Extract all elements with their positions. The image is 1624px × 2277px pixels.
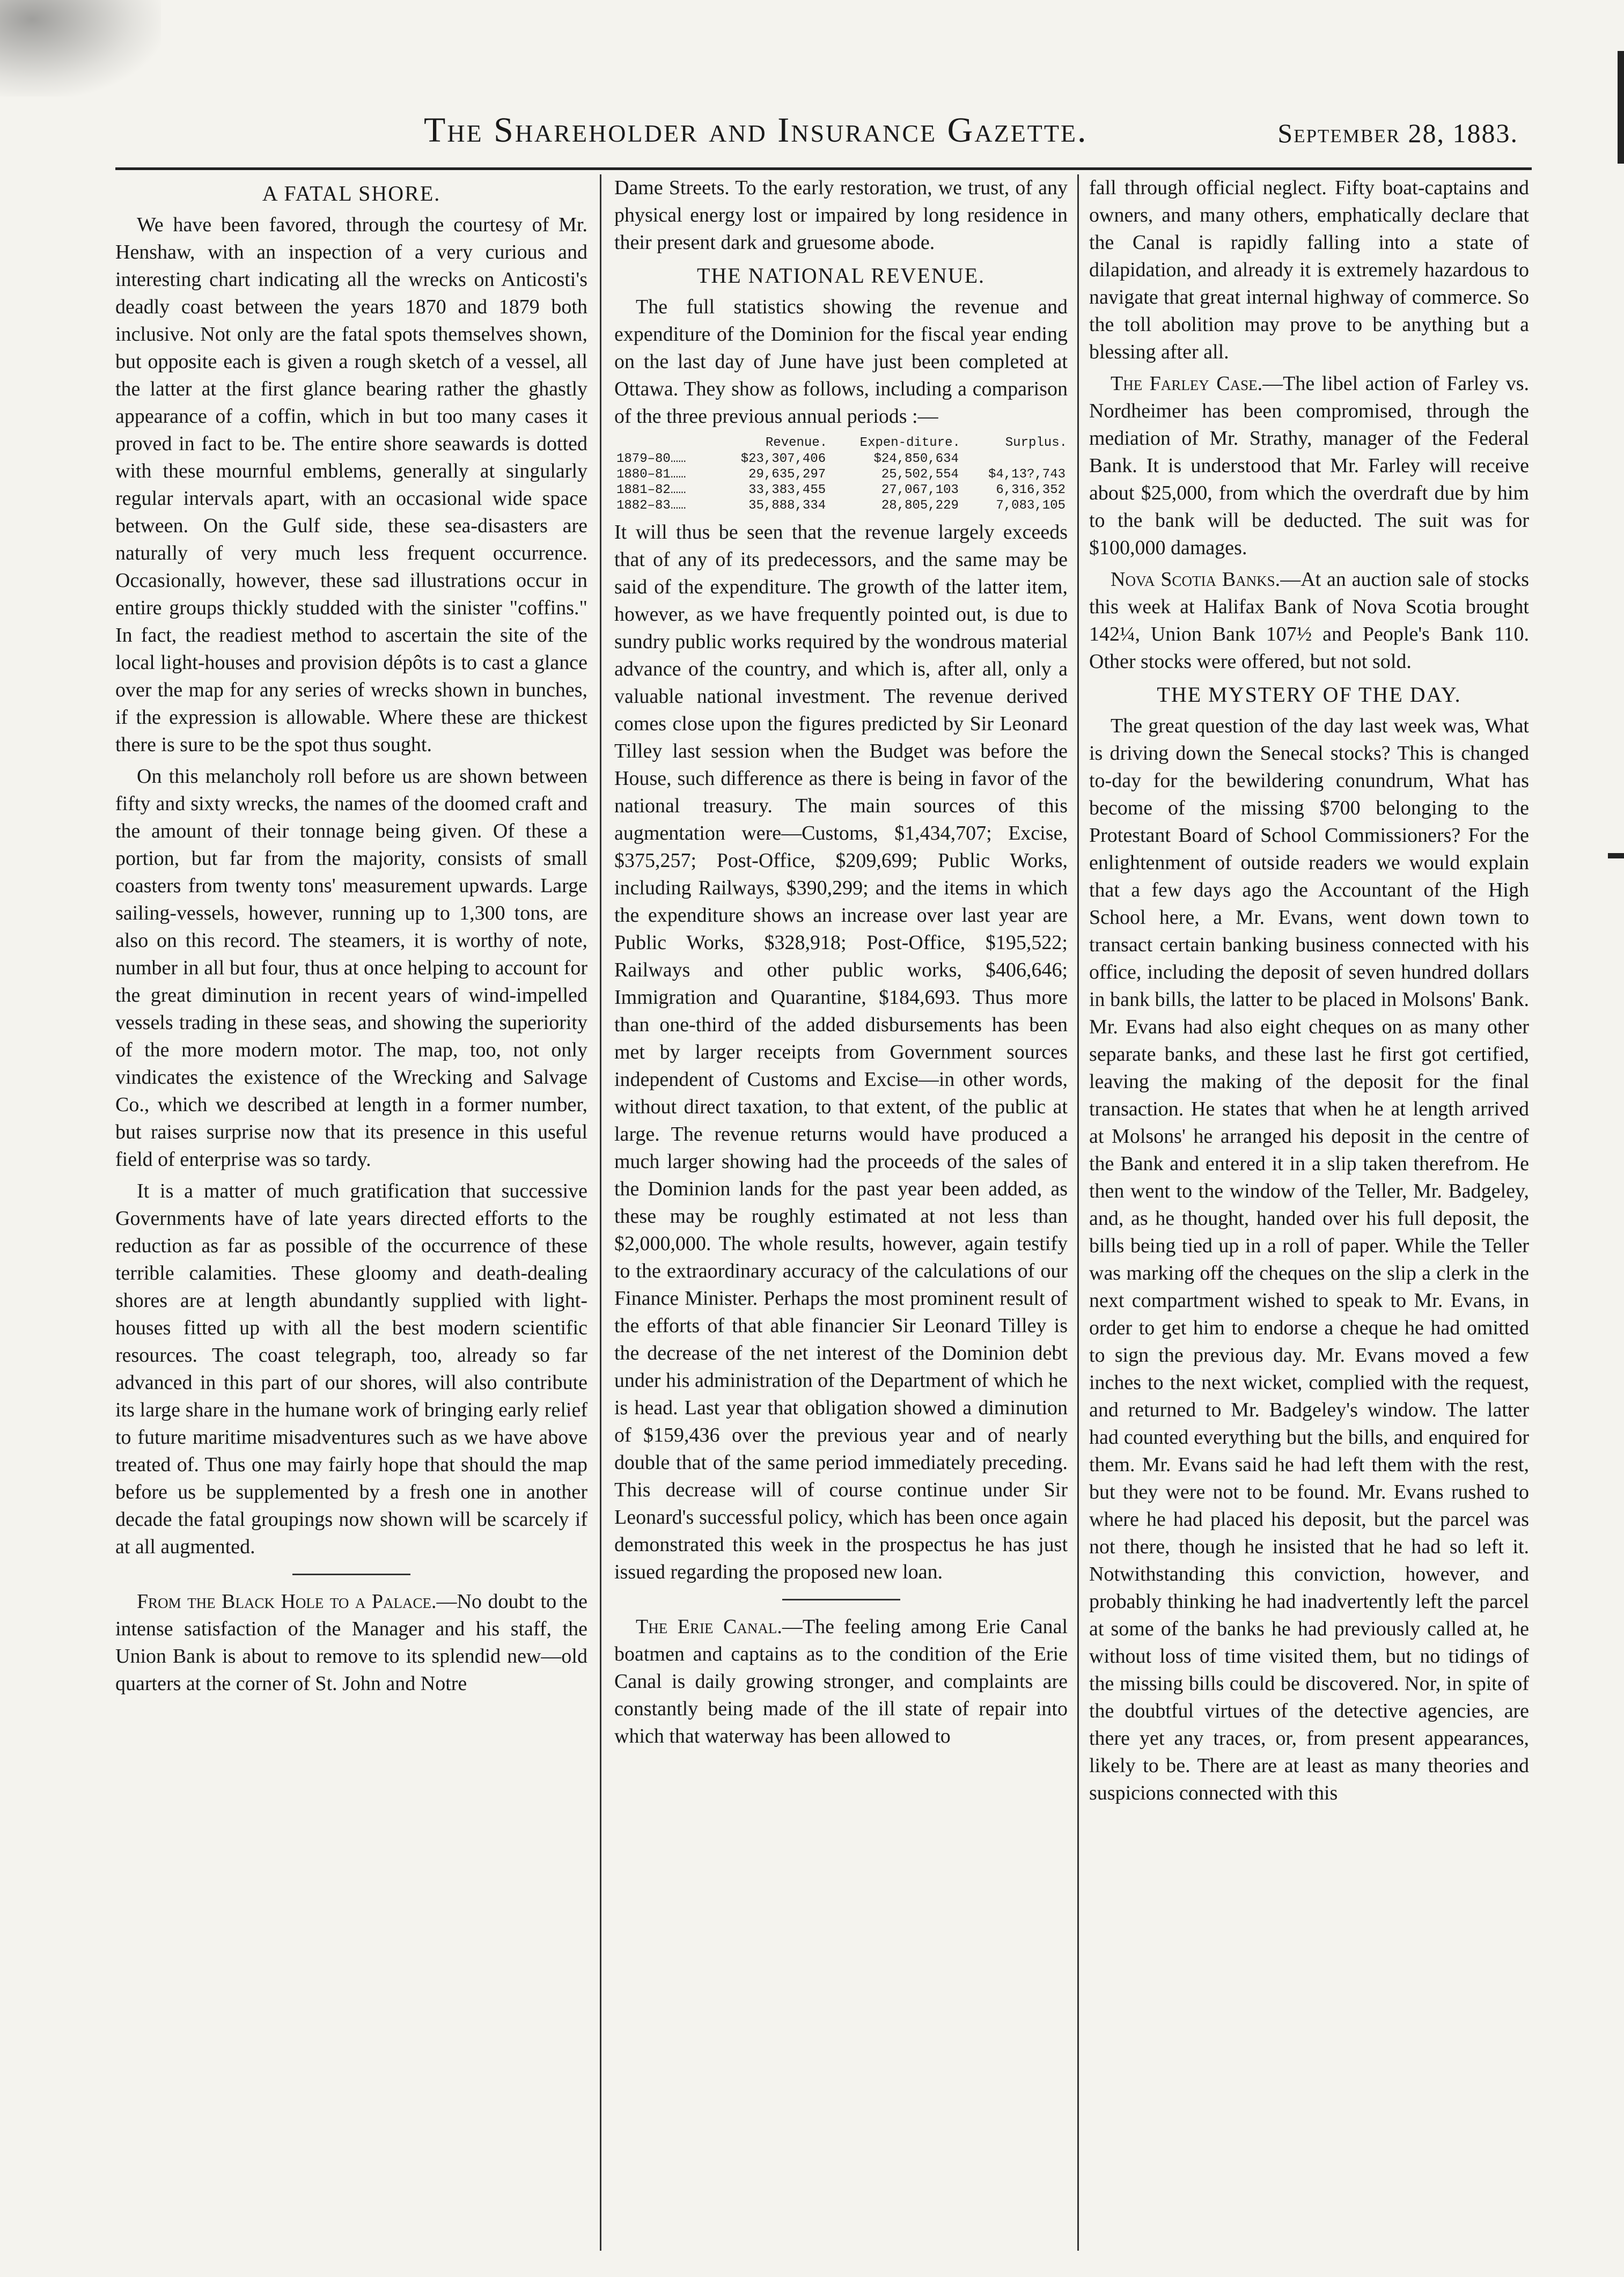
table-row: [614, 467, 1068, 482]
article-paragraph: The full statistics showing the revenue and expenditure of the Dominion for the fiscal year ending on the last day of June have just been completed at Ottawa. They show as follows, including a comparison of the three previous annual periods :—: [614, 296, 1068, 428]
column-3: [1089, 174, 1529, 2251]
revenue-header-expenditure: Expen-diture.: [859, 436, 960, 450]
article-text-erie-canal: —The feeling among Erie Canal boatmen and captains as to the condition of the Erie Canal is daily growing stronger, and complaints are constantly being made of the ill state of repair into which that waterway has been allowed to: [614, 1615, 1068, 1747]
article-erie-canal: [614, 1613, 1068, 1750]
publication-title: The Shareholder and Insurance Gazette.: [424, 111, 1088, 150]
table-cell: 33,383,455: [748, 483, 826, 497]
article-nova-scotia: [1089, 566, 1529, 675]
table-cell: 1879–80……: [616, 452, 686, 466]
section-divider: [292, 1574, 410, 1575]
article-lead-black-hole: From the Black Hole to a Palace.: [137, 1590, 437, 1613]
article-heading-mystery: THE MYSTERY OF THE DAY.: [1157, 682, 1461, 707]
article-text-nova-scotia: —At an auction sale of stocks this week at Halifax Bank of Nova Scotia brought 142¼, Union Bank 107½ and People's Bank 110. Other stocks were offered, but not sold.: [1089, 568, 1529, 673]
table-row: [614, 482, 1068, 498]
article-lead-erie-canal: The Erie Canal.: [636, 1615, 782, 1638]
revenue-table: [614, 435, 1068, 513]
column-rule-1: [600, 174, 601, 2251]
article-paragraph: On this melancholy roll before us are shown between fifty and sixty wrecks, the names of the doomed craft and the amount of their tonnage being given. Of these a portion, but far from the majority, consists of small coasters from twenty tons' measurement upwards. Large sailing-vessels, however, running up to 1,300 tons, are also on this record. The steamers, it is worthy of note, number in all but four, thus at once helping to account for the great diminution in recent years of wind-impelled vessels trading in these seas, and showing the superiority of the more modern motor. The map, too, not only vindicates the existence of the Wrecking and Salvage Co., which we described at length in a former number, but raises surprise now that its presence in this useful field of enterprise was so tardy.: [115, 765, 587, 1171]
article-continuation-erie-canal: fall through official neglect. Fifty boat-captains and owners, and many others, emphatically declare that the Canal is rapidly falling into a state of dilapidation, and already it is extremely hazardous to navigate that great internal highway of commerce. So the toll abolition may prove to be anything but a blessing after all.: [1089, 177, 1529, 363]
margin-mark: [1618, 51, 1624, 164]
revenue-header-revenue: Revenue.: [765, 436, 828, 450]
article-lead-farley-case: The Farley Case.: [1111, 372, 1263, 395]
article-farley-case: [1089, 370, 1529, 562]
column-1: [115, 174, 587, 2251]
article-paragraph: The great question of the day last week was, What is driving down the Senecal stocks? This is changed to-day for the bewildering conundrum, What has become of the missing $700 belonging to the Protestant Board of School Commissioners? For the enlightenment of outside readers we would explain that a few days ago the Accountant of the High School here, a Mr. Evans, went down town to transact certain banking business connected with his office, including the deposit of seven hundred dollars in bank bills, the latter to be placed in Molsons' Bank. Mr. Evans had also eight cheques on as many other separate banks, and these last he first got certified, leaving the making of the deposit for the final transaction. He states that when he at length arrived at Molsons' he arranged his deposit in the centre of the Bank and entered it in a slip taken therefrom. He then went to the window of the Teller, Mr. Badgeley, and, as he thought, handed over his full deposit, the bills being tied up in a roll of paper. While the Teller was marking off the cheques on the slip a clerk in the next compartment wished to speak to Mr. Evans, in order to get him to endorse a cheque he had omitted to sign the previous day. Mr. Evans moved a few inches to the next wicket, complied with the request, and returned to Mr. Badgeley's window. The latter had counted everything but the bills, and enquired for them. Mr. Evans said he had left them with the rest, but they were not to be found. Mr. Evans rushed to where he had placed his deposit, but the parcel was not there, though he insisted that he had so left it. Notwithstanding this conviction, however, and probably thinking he had inadvertently left the parcel at some of the banks he had previously called at, he without loss of time visited them, but no tidings of the missing bills could be discovered. Nor, in spite of the doubtful virtues of the detective agencies, are there yet any traces, or, from present appearances, likely to be. There are at least as many theories and suspicions connected with this: [1089, 715, 1529, 1804]
table-cell: 35,888,334: [748, 498, 826, 513]
table-cell: $4,13?,743: [988, 467, 1065, 482]
table-cell: 27,067,103: [881, 483, 959, 497]
revenue-table-header: [614, 435, 1068, 451]
header-rule: [115, 167, 1532, 170]
table-row: [614, 451, 1068, 467]
margin-dash-mark: [1608, 853, 1624, 858]
article-lead-nova-scotia: Nova Scotia Banks.: [1111, 568, 1281, 591]
column-2: [614, 174, 1068, 2251]
article-heading-national-revenue: THE NATIONAL REVENUE.: [696, 263, 986, 288]
table-cell: 1881–82……: [616, 483, 686, 497]
table-cell: $23,307,406: [740, 452, 826, 466]
article-paragraph: It is a matter of much gratification that successive Governments have of late years directed efforts to the reduction as far as possible of the occurrence of these terrible calamities. These gloomy and death-dealing shores are at length abundantly supplied with light-houses fitted up with all the best modern scientific resources. The coast telegraph, too, already so far advanced in this part of our shores, will also contribute its large share in the humane work of bringing early relief to future maritime misadventures such as we have above treated of. Thus one may fairly hope that should the map before us be supplemented by a fresh one in another decade the fatal groupings now shown will be scarcely if at all augmented.: [115, 1180, 587, 1558]
table-cell: 29,635,297: [748, 467, 826, 482]
article-text-black-hole: —No doubt to the intense satisfaction of the Manager and his staff, the Union Bank is about to remove to its splendid new—old quarters at the corner of St. John and Notre: [115, 1590, 587, 1695]
section-divider: [782, 1599, 900, 1600]
table-row: [614, 498, 1068, 513]
article-heading-fatal-shore: A FATAL SHORE.: [262, 181, 441, 205]
table-cell: 6,316,352: [996, 483, 1065, 497]
revenue-header-year: [614, 435, 711, 451]
article-paragraph: We have been favored, through the courtesy of Mr. Henshaw, with an inspection of a very curious and interesting chart indicating all the wrecks on Anticosti's deadly coast between the years 1870 and 1879 both inclusive. Not only are the fatal spots themselves shown, but opposite each is given a rough sketch of a vessel, all the latter at the first glance bearing rather the ghastly appearance of a coffin, which in but too many cases it proved in fact to be. The entire shore seawards is dotted with these mournful emblems, generally at singularly regular intervals apart, with an occasional wide space between. On the Gulf side, these sea-disasters are naturally of very much less frequent occurrence. Occasionally, however, these sad illustrations occur in entire groups thickly studded with the sinister "coffins." In fact, the readiest method to ascertain the site of the local light-houses and provision dépôts is to cast a glance over the map for any series of wrecks shown in bunches, if the expression is allowable. Where these are thickest there is sure to be the spot thus sought.: [115, 214, 587, 756]
revenue-header-surplus: Surplus.: [1005, 436, 1067, 450]
corner-smudge: [0, 0, 161, 97]
table-cell: [961, 451, 1068, 467]
issue-date: September 28, 1883.: [1277, 118, 1518, 148]
article-paragraph: It will thus be seen that the revenue largely exceeds that of any of its predecessors, and the same may be said of the expenditure. The growth of the latter item, however, as we have frequently pointed out, is due to sundry public works required by the wondrous material advance of the country, and which is, after all, only a valuable national investment. The revenue derived comes close upon the figures predicted by Sir Leonard Tilley last session when the Budget was before the House, such difference as there is being in favor of the national treasury. The main sources of this augmentation were—Customs, $1,434,707; Excise, $375,257; Post-Office, $209,699; Public Works, including Railways, $390,299; and the items in which the expenditure shows an increase over last year are Public Works, $328,918; Post-Office, $195,522; Railways and other public works, $406,646; Immigration and Quarantine, $184,693. Thus more than one-third of the added disbursements has been met by larger receipts from Government sources independent of Customs and Excise—in other words, without direct taxation, to that extent, of the public at large. The revenue returns would have produced a much larger showing had the proceeds of the sales of the Dominion lands for the past year been added, as these may be roughly estimated at not less than $2,000,000. The whole results, however, again testify to the extraordinary accuracy of the calculations of our Finance Minister. Perhaps the most prominent result of the efforts of that able financier Sir Leonard Tilley is the decrease of the net interest of the Dominion debt under his administration of the Department of which he is head. Last year that obligation showed a diminution of $159,436 over the previous year and of nearly double that of the same period immediately preceding. This decrease will of course continue under Sir Leonard's successful policy, which has been once again demonstrated this week in the prospectus he has just issued regarding the proposed new loan.: [614, 521, 1068, 1583]
article-black-hole: [115, 1588, 587, 1698]
table-cell: 25,502,554: [881, 467, 959, 482]
column-rule-2: [1077, 174, 1079, 2251]
table-cell: 7,083,105: [996, 498, 1065, 513]
article-continuation-black-hole: Dame Streets. To the early restoration, we trust, of any physical energy lost or impaired by long residence in their present dark and gruesome abode.: [614, 177, 1068, 254]
table-cell: 1880–81……: [616, 467, 686, 482]
table-cell: 28,805,229: [881, 498, 959, 513]
table-cell: 1882–83……: [616, 498, 686, 513]
table-cell: $24,850,634: [873, 452, 959, 466]
article-text-farley-case: —The libel action of Farley vs. Nordheimer has been compromised, through the mediation of Mr. Strathy, manager of the Federal Bank. It is understood that Mr. Farley will receive about $25,000, from which the overdraft due by him to the bank will be deducted. The suit was for $100,000 damages.: [1089, 372, 1529, 559]
masthead: [424, 110, 1518, 164]
